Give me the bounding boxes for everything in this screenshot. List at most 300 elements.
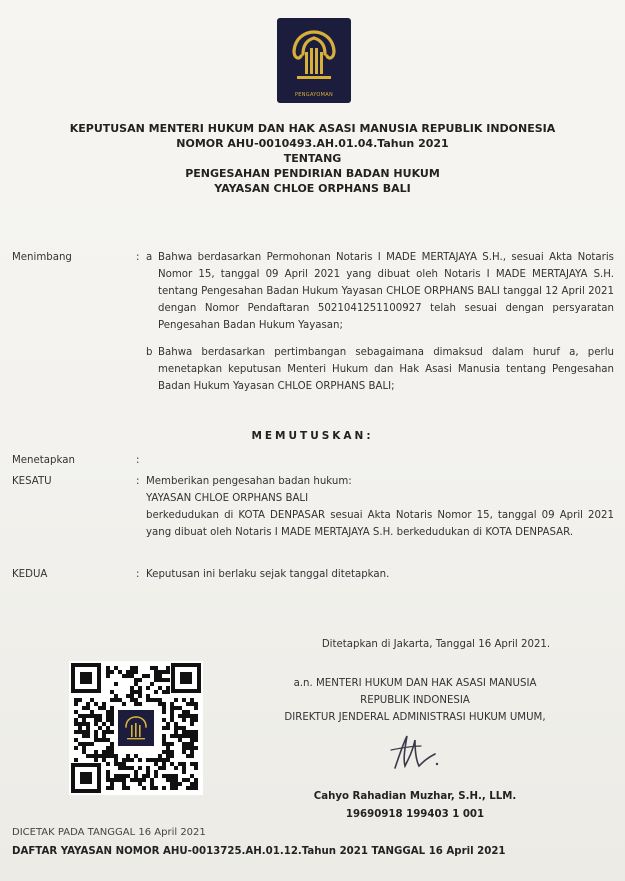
qr-module	[146, 774, 150, 778]
qr-module	[122, 774, 126, 778]
kedua-label: KEDUA	[12, 569, 48, 580]
registry-number: DAFTAR YAYASAN NOMOR AHU-0013725.AH.01.12.Tahun 2021 TANGGAL 16 April 2021	[12, 846, 506, 857]
qr-module	[178, 706, 182, 710]
qr-module	[194, 782, 198, 786]
qr-module	[182, 730, 186, 734]
kedua-colon: :	[136, 569, 140, 580]
qr-module	[78, 730, 82, 734]
qr-module	[110, 786, 114, 790]
qr-module	[106, 714, 110, 718]
qr-module	[178, 782, 182, 786]
kesatu-colon: :	[136, 476, 140, 487]
qr-module	[134, 678, 138, 682]
qr-module	[130, 666, 134, 670]
qr-module	[174, 706, 178, 710]
qr-module	[174, 722, 178, 726]
qr-module	[102, 706, 106, 710]
qr-module	[134, 670, 138, 674]
qr-module	[182, 726, 186, 730]
qr-module	[162, 678, 166, 682]
qr-module	[146, 770, 150, 774]
qr-module	[102, 722, 106, 726]
qr-module	[158, 698, 162, 702]
qr-module	[166, 686, 170, 690]
qr-module	[142, 674, 146, 678]
qr-module	[86, 714, 90, 718]
qr-module	[174, 782, 178, 786]
qr-module	[106, 786, 110, 790]
qr-module	[126, 674, 130, 678]
qr-module	[74, 746, 78, 750]
qr-module	[114, 666, 118, 670]
qr-module	[194, 762, 198, 766]
qr-module	[158, 702, 162, 706]
qr-module	[82, 722, 86, 726]
qr-module	[190, 722, 194, 726]
qr-module	[154, 670, 158, 674]
qr-module	[154, 674, 158, 678]
ditetapkan-line: Ditetapkan di Jakarta, Tanggal 16 April 2021.	[321, 639, 551, 650]
qr-module	[166, 722, 170, 726]
qr-module	[122, 766, 126, 770]
qr-module	[162, 718, 166, 722]
qr-module	[162, 702, 166, 706]
qr-module	[94, 718, 98, 722]
qr-module	[190, 738, 194, 742]
qr-module	[170, 734, 174, 738]
qr-module	[130, 690, 134, 694]
qr-module	[130, 670, 134, 674]
qr-module	[186, 786, 190, 790]
qr-module	[102, 758, 106, 762]
qr-module	[138, 678, 142, 682]
qr-module	[162, 766, 166, 770]
qr-module	[166, 666, 170, 670]
verification-qr-code	[69, 661, 203, 795]
qr-module	[134, 682, 138, 686]
qr-module	[166, 726, 170, 730]
qr-module	[190, 714, 194, 718]
qr-module	[82, 750, 86, 754]
qr-module	[94, 722, 98, 726]
qr-module	[166, 754, 170, 758]
qr-module	[122, 758, 126, 762]
qr-module	[74, 758, 78, 762]
qr-module	[86, 722, 90, 726]
qr-module	[138, 686, 142, 690]
qr-module	[82, 734, 86, 738]
menimbang-b-text: Bahwa berdasarkan pertimbangan sebagaimana dimaksud dalam huruf a, perlu menetapkan keputusan Menteri Hukum dan Hak Asasi Manusia tentang Pengesahan Badan Hukum Yayasan CHLOE ORPHANS BALI;	[158, 347, 614, 392]
qr-module	[170, 754, 174, 758]
qr-module	[122, 702, 126, 706]
qr-module	[154, 762, 158, 766]
qr-module	[98, 726, 102, 730]
qr-module	[122, 782, 126, 786]
qr-module	[154, 690, 158, 694]
qr-module	[154, 666, 158, 670]
qr-module	[162, 726, 166, 730]
qr-module	[170, 778, 174, 782]
qr-module	[106, 746, 110, 750]
qr-module	[178, 734, 182, 738]
qr-module	[138, 778, 142, 782]
qr-module	[146, 766, 150, 770]
qr-module	[158, 754, 162, 758]
qr-module	[106, 770, 110, 774]
qr-module	[154, 678, 158, 682]
qr-module	[178, 738, 182, 742]
qr-module	[106, 730, 110, 734]
qr-module	[150, 698, 154, 702]
qr-module	[170, 774, 174, 778]
header-subject: PENGESAHAN PENDIRIAN BADAN HUKUM	[185, 167, 440, 180]
qr-module	[190, 754, 194, 758]
qr-module	[154, 770, 158, 774]
qr-module	[186, 730, 190, 734]
qr-module	[94, 730, 98, 734]
qr-module	[190, 698, 194, 702]
qr-module	[182, 762, 186, 766]
qr-module	[190, 786, 194, 790]
qr-module	[138, 694, 142, 698]
qr-module	[158, 674, 162, 678]
qr-module	[126, 774, 130, 778]
qr-module	[182, 710, 186, 714]
qr-module	[74, 718, 78, 722]
qr-module	[162, 774, 166, 778]
qr-module	[174, 734, 178, 738]
qr-module	[190, 782, 194, 786]
qr-module	[150, 786, 154, 790]
kesatu-body: berkedudukan di KOTA DENPASAR sesuai Akta Notaris Nomor 15, tanggal 09 April 2021 yang dibuat oleh Notaris I MADE MERTAJAYA S.H. berkedudukan di KOTA DENPASAR.	[146, 510, 614, 538]
qr-module	[130, 694, 134, 698]
qr-module	[154, 698, 158, 702]
qr-module	[194, 734, 198, 738]
qr-module	[130, 778, 134, 782]
qr-module	[158, 670, 162, 674]
qr-module	[186, 710, 190, 714]
qr-module	[106, 670, 110, 674]
qr-module	[94, 734, 98, 738]
qr-module	[74, 698, 78, 702]
qr-module	[166, 690, 170, 694]
kesatu-foundation-name: YAYASAN CHLOE ORPHANS BALI	[146, 493, 309, 504]
qr-module	[122, 786, 126, 790]
qr-module	[162, 750, 166, 754]
qr-module	[186, 702, 190, 706]
qr-module	[86, 706, 90, 710]
qr-module	[190, 774, 194, 778]
kesatu-line1: Memberikan pengesahan badan hukum:	[146, 476, 352, 487]
qr-module	[126, 694, 130, 698]
qr-module	[182, 698, 186, 702]
qr-module	[98, 706, 102, 710]
qr-module	[110, 670, 114, 674]
qr-module	[170, 710, 174, 714]
qr-module	[166, 758, 170, 762]
qr-module	[186, 734, 190, 738]
qr-module	[170, 702, 174, 706]
qr-module	[126, 786, 130, 790]
qr-module	[94, 702, 98, 706]
qr-module	[86, 734, 90, 738]
qr-module	[78, 722, 82, 726]
qr-module	[186, 778, 190, 782]
menimbang-label: Menimbang	[12, 252, 72, 263]
qr-module	[74, 738, 78, 742]
qr-module	[114, 694, 118, 698]
qr-module	[86, 742, 90, 746]
qr-module	[110, 754, 114, 758]
menimbang-a-text: Bahwa berdasarkan Permohonan Notaris I MADE MERTAJAYA S.H., sesuai Akta Notaris Nomor 15, tanggal 09 April 2021 yang dibuat oleh Notaris I MADE MERTAJAYA S.H. tentang Pengesahan Badan Hukum Yayasan CHLOE ORPHANS BALI tanggal 12 April 2021 dengan Nomor Pendaftaran 5021041251100927 telah sesuai dengan persyaratan Pengesahan Badan Hukum Yayasan;	[158, 252, 614, 331]
qr-module	[130, 686, 134, 690]
qr-module	[190, 746, 194, 750]
qr-module	[106, 674, 110, 678]
qr-module	[98, 754, 102, 758]
qr-module	[110, 698, 114, 702]
qr-module	[78, 726, 82, 730]
qr-module	[174, 786, 178, 790]
qr-module	[74, 702, 78, 706]
qr-module	[134, 754, 138, 758]
qr-module	[190, 702, 194, 706]
qr-module	[158, 758, 162, 762]
qr-module	[126, 758, 130, 762]
qr-module	[74, 710, 78, 714]
qr-module	[78, 742, 82, 746]
kesatu-label: KESATU	[12, 476, 52, 487]
qr-module	[102, 734, 106, 738]
qr-module	[134, 770, 138, 774]
kedua-text: Keputusan ini berlaku sejak tanggal ditetapkan.	[146, 569, 390, 580]
qr-module	[106, 762, 110, 766]
qr-module	[166, 746, 170, 750]
qr-module	[146, 674, 150, 678]
qr-module	[106, 754, 110, 758]
qr-module	[146, 698, 150, 702]
qr-module	[102, 754, 106, 758]
qr-module	[114, 754, 118, 758]
qr-module	[106, 726, 110, 730]
an-line2: REPUBLIK INDONESIA	[360, 695, 470, 706]
qr-module	[118, 766, 122, 770]
qr-module	[170, 706, 174, 710]
header-foundation-name: YAYASAN CHLOE ORPHANS BALI	[214, 182, 411, 195]
qr-module	[162, 738, 166, 742]
qr-module	[94, 738, 98, 742]
qr-module	[170, 742, 174, 746]
qr-module	[90, 754, 94, 758]
qr-module	[166, 670, 170, 674]
qr-module	[182, 750, 186, 754]
qr-module	[186, 754, 190, 758]
qr-module	[186, 714, 190, 718]
qr-module	[162, 734, 166, 738]
qr-module	[106, 778, 110, 782]
qr-module	[94, 714, 98, 718]
qr-module	[126, 766, 130, 770]
qr-module	[134, 774, 138, 778]
qr-module	[174, 730, 178, 734]
qr-module	[170, 782, 174, 786]
qr-module	[134, 778, 138, 782]
printed-date: DICETAK PADA TANGGAL 16 April 2021	[12, 827, 206, 838]
qr-module	[146, 758, 150, 762]
qr-module	[182, 778, 186, 782]
qr-module	[190, 734, 194, 738]
qr-module	[174, 698, 178, 702]
handwritten-signature	[385, 728, 445, 782]
qr-module	[190, 750, 194, 754]
ministry-logo	[277, 18, 351, 103]
qr-module	[114, 682, 118, 686]
qr-module	[190, 762, 194, 766]
qr-module	[162, 706, 166, 710]
qr-module	[182, 766, 186, 770]
qr-module	[106, 710, 110, 714]
qr-module	[110, 718, 114, 722]
qr-module	[194, 738, 198, 742]
qr-module	[130, 758, 134, 762]
menetapkan-colon: :	[136, 455, 140, 466]
qr-module	[130, 766, 134, 770]
qr-module	[110, 722, 114, 726]
qr-module	[86, 730, 90, 734]
qr-module	[158, 686, 162, 690]
qr-module	[114, 762, 118, 766]
qr-module	[150, 758, 154, 762]
qr-module	[146, 686, 150, 690]
qr-module	[90, 714, 94, 718]
logo-caption: PENGAYOMAN	[294, 92, 333, 98]
qr-module	[194, 702, 198, 706]
qr-module	[106, 718, 110, 722]
header-title: KEPUTUSAN MENTERI HUKUM DAN HAK ASASI MANUSIA REPUBLIK INDONESIA	[69, 122, 556, 135]
header-number: NOMOR AHU-0010493.AH.01.04.Tahun 2021	[176, 137, 449, 150]
qr-module	[186, 746, 190, 750]
qr-module	[146, 694, 150, 698]
qr-module	[194, 778, 198, 782]
qr-module	[90, 698, 94, 702]
qr-module	[110, 714, 114, 718]
qr-module	[122, 674, 126, 678]
qr-module	[82, 714, 86, 718]
qr-module	[182, 746, 186, 750]
an-line1: a.n. MENTERI HUKUM DAN HAK ASASI MANUSIA	[293, 678, 537, 689]
qr-module	[114, 698, 118, 702]
qr-module	[166, 678, 170, 682]
qr-module	[150, 778, 154, 782]
qr-module	[82, 742, 86, 746]
qr-module	[178, 762, 182, 766]
qr-module	[158, 678, 162, 682]
qr-module	[134, 666, 138, 670]
qr-module	[162, 786, 166, 790]
qr-module	[158, 766, 162, 770]
qr-module	[110, 746, 114, 750]
qr-module	[94, 754, 98, 758]
qr-module	[134, 702, 138, 706]
qr-module	[138, 766, 142, 770]
qr-module	[170, 750, 174, 754]
qr-module	[106, 774, 110, 778]
qr-module	[98, 714, 102, 718]
qr-module	[74, 722, 78, 726]
qr-module	[170, 762, 174, 766]
qr-module	[194, 786, 198, 790]
qr-module	[78, 698, 82, 702]
qr-module	[194, 746, 198, 750]
qr-module	[114, 758, 118, 762]
qr-module	[194, 718, 198, 722]
qr-module	[174, 726, 178, 730]
qr-module	[190, 718, 194, 722]
qr-module	[182, 734, 186, 738]
qr-module	[94, 750, 98, 754]
qr-module	[186, 742, 190, 746]
qr-module	[130, 698, 134, 702]
qr-module	[110, 778, 114, 782]
qr-module	[110, 750, 114, 754]
qr-module	[106, 750, 110, 754]
qr-module	[154, 786, 158, 790]
qr-module	[194, 766, 198, 770]
an-line3: DIREKTUR JENDERAL ADMINISTRASI HUKUM UMUM,	[284, 712, 546, 723]
qr-module	[142, 778, 146, 782]
qr-module	[98, 718, 102, 722]
qr-module	[102, 730, 106, 734]
menimbang-a-marker: a	[146, 252, 153, 263]
qr-module	[74, 730, 78, 734]
qr-module	[134, 690, 138, 694]
signer-nip: 19690918 199403 1 001	[345, 809, 485, 820]
menetapkan-label: Menetapkan	[12, 455, 75, 466]
qr-module	[110, 690, 114, 694]
decree-header	[0, 121, 625, 196]
qr-module	[162, 758, 166, 762]
qr-module	[174, 778, 178, 782]
qr-module	[110, 730, 114, 734]
qr-module	[98, 738, 102, 742]
qr-module	[86, 754, 90, 758]
qr-module	[86, 726, 90, 730]
qr-module	[90, 742, 94, 746]
qr-module	[190, 730, 194, 734]
qr-module	[174, 766, 178, 770]
qr-module	[126, 670, 130, 674]
qr-module	[118, 762, 122, 766]
qr-module	[130, 674, 134, 678]
qr-module	[90, 710, 94, 714]
qr-module	[182, 742, 186, 746]
qr-module	[102, 702, 106, 706]
qr-module	[166, 774, 170, 778]
qr-module	[82, 746, 86, 750]
qr-module	[182, 770, 186, 774]
qr-module	[150, 782, 154, 786]
qr-module	[82, 718, 86, 722]
qr-module	[162, 742, 166, 746]
qr-module	[126, 754, 130, 758]
qr-module	[118, 670, 122, 674]
qr-module	[114, 778, 118, 782]
qr-module	[102, 738, 106, 742]
qr-module	[94, 758, 98, 762]
qr-module	[162, 690, 166, 694]
qr-module	[154, 758, 158, 762]
qr-module	[182, 714, 186, 718]
header-tentang: TENTANG	[283, 152, 342, 165]
